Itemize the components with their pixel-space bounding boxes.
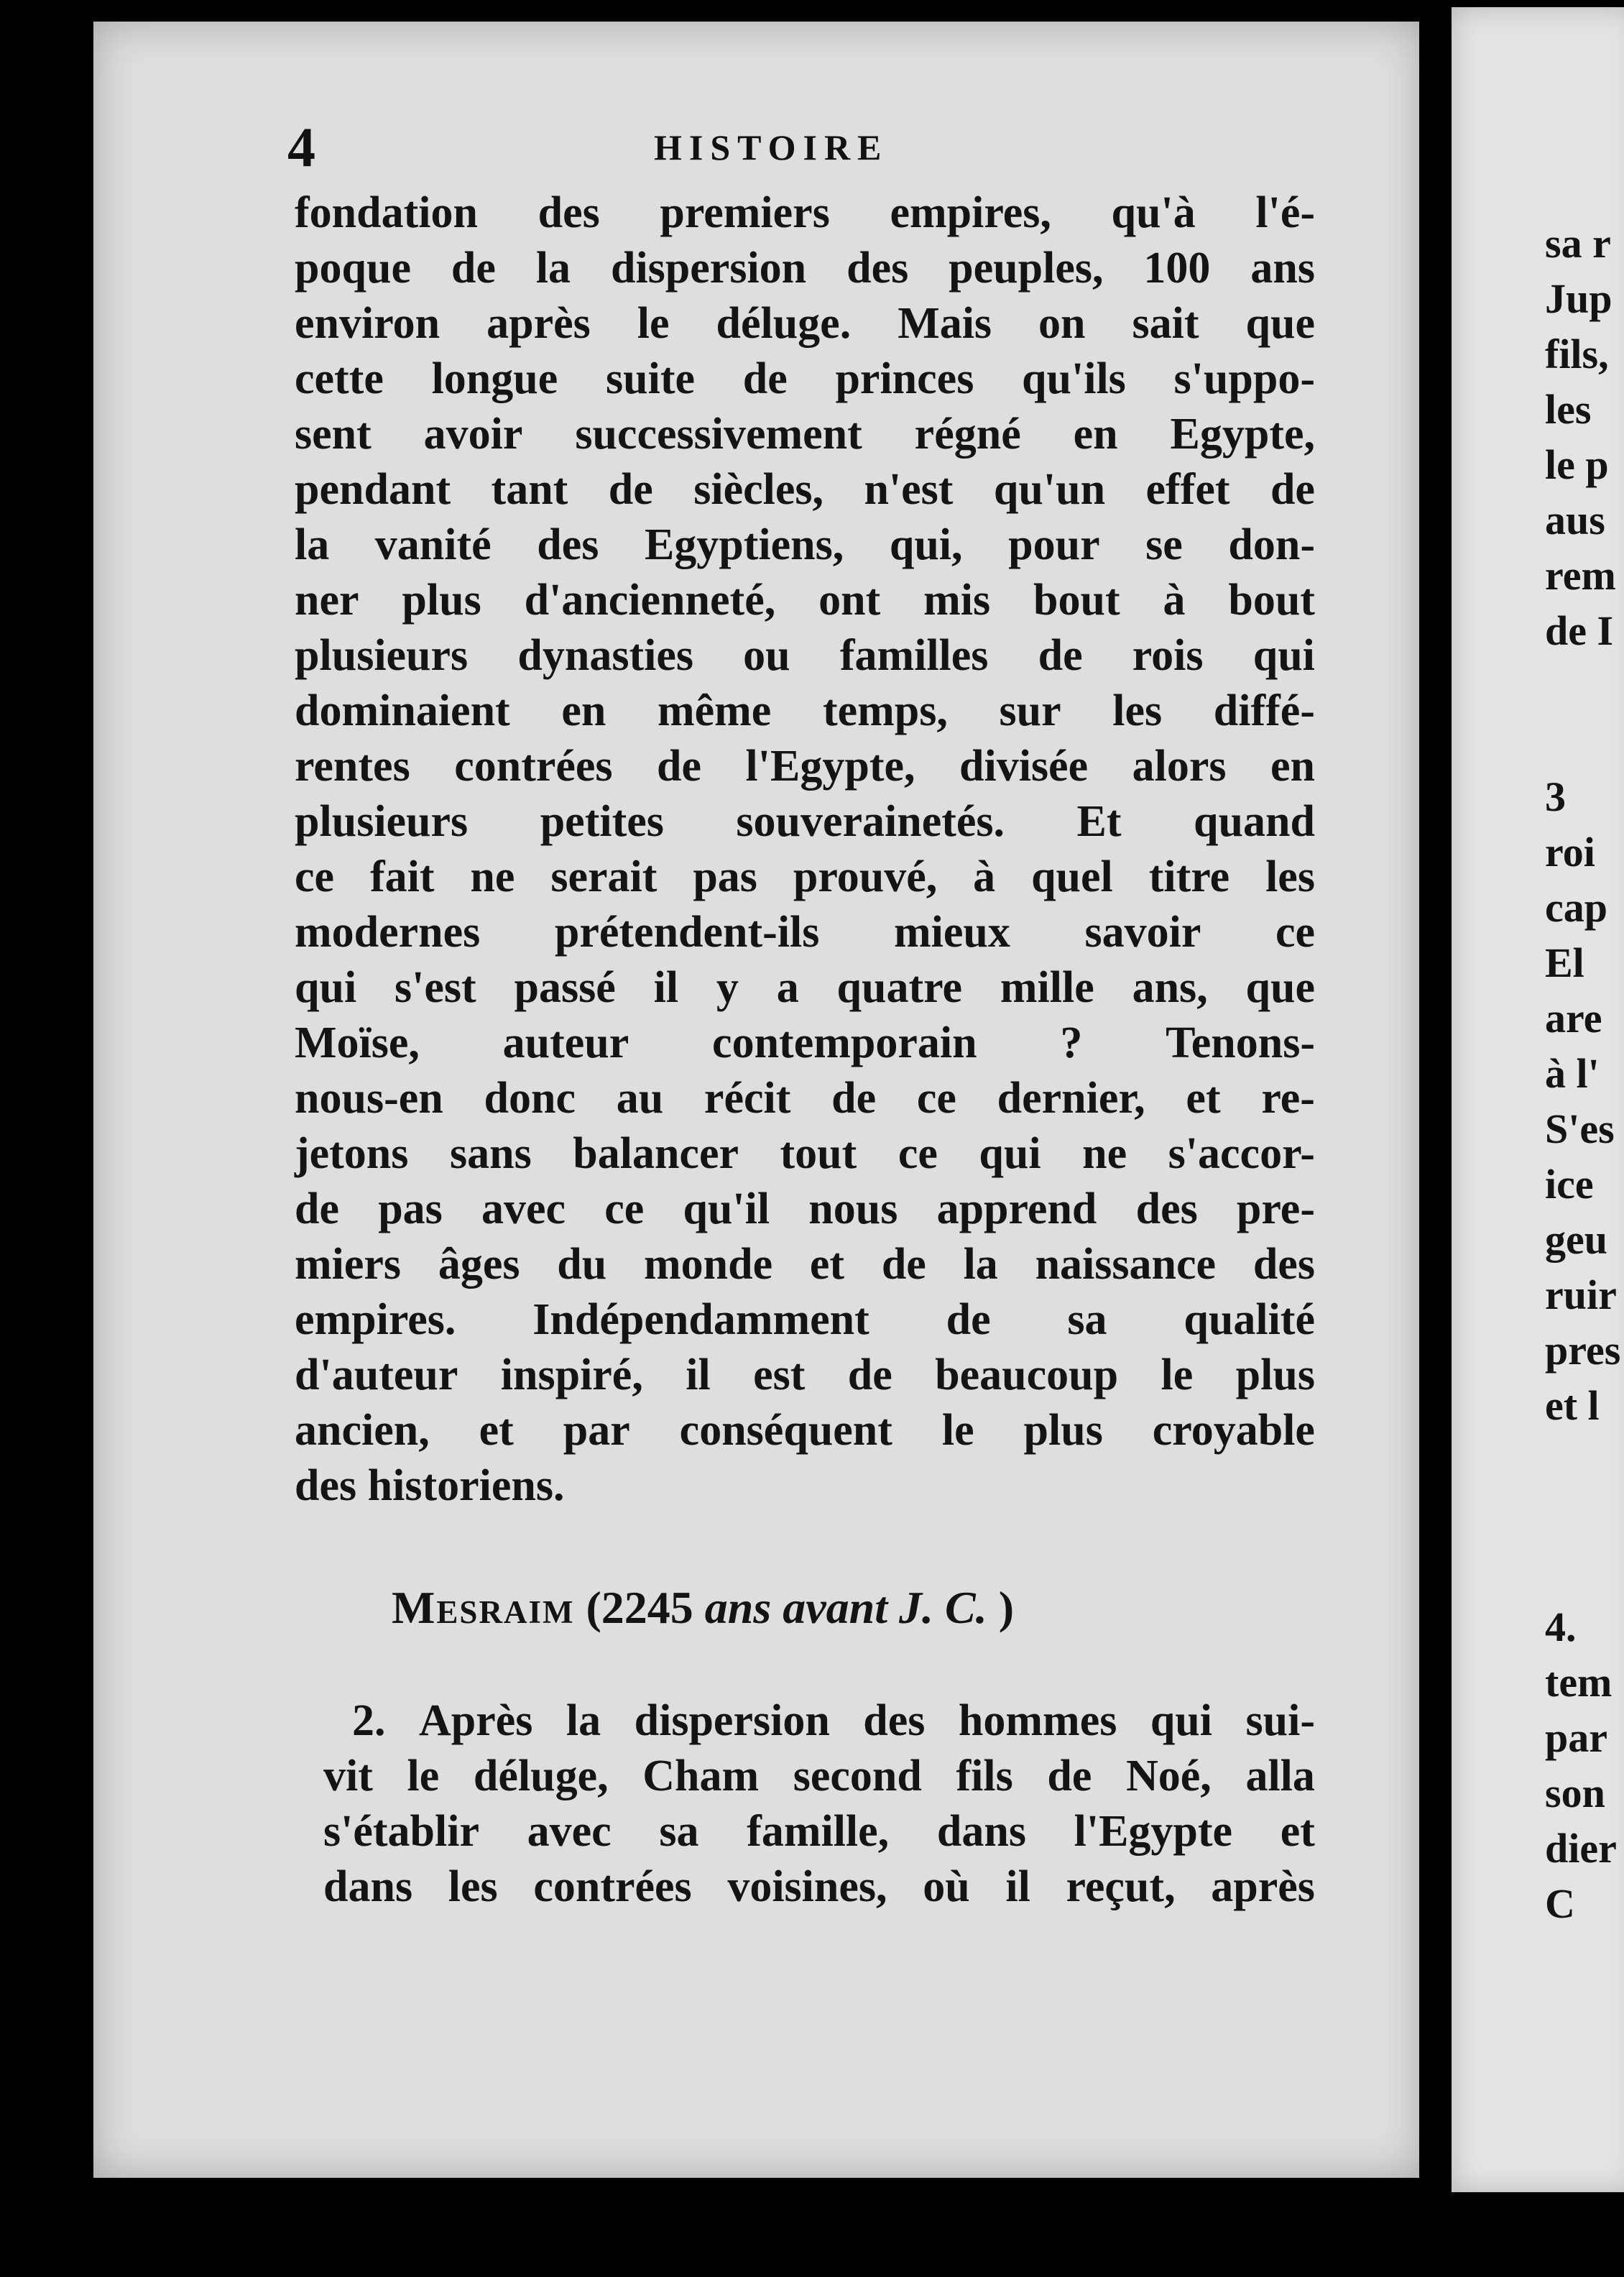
section-heading	[392, 1581, 1014, 1634]
text-line: empires. Indépendamment de sa qualité	[295, 1295, 1315, 1344]
text-line: des historiens.	[295, 1461, 565, 1510]
running-title: HISTOIRE	[654, 127, 889, 167]
text-line: modernes prétendent-ils mieux savoir ce	[295, 908, 1315, 957]
right-page-line: sa r	[1545, 220, 1611, 267]
right-page-line: ice	[1545, 1161, 1594, 1208]
right-page-line: aus	[1545, 497, 1605, 543]
text-line: de pas avec ce qu'il nous apprend des pre-	[295, 1184, 1315, 1233]
paragraph-1	[295, 185, 1315, 1514]
right-page-line: roi	[1545, 829, 1595, 875]
right-page-line: El	[1545, 939, 1584, 986]
right-page-line: cap	[1545, 884, 1607, 931]
right-page-line: geu	[1545, 1216, 1607, 1263]
right-page-line: are	[1545, 995, 1602, 1041]
right-page-line: son	[1545, 1770, 1605, 1816]
right-page-line: S'es	[1545, 1105, 1615, 1152]
section-name: Mesraim	[392, 1582, 575, 1633]
text-line: qui s'est passé il y a quatre mille ans, que	[295, 963, 1315, 1012]
text-line: dominaient en même temps, sur les diffé-	[295, 686, 1315, 735]
right-page-line: 4.	[1545, 1604, 1577, 1650]
text-line: la vanité des Egyptiens, qui, pour se don-	[295, 520, 1315, 569]
right-page-line: ruir	[1545, 1271, 1617, 1318]
text-line: ancien, et par conséquent le plus croyable	[295, 1406, 1315, 1455]
right-page-line: tem	[1545, 1659, 1613, 1706]
text-line: vit le déluge, Cham second fils de Noé, alla	[323, 1752, 1315, 1800]
right-page-line: fils,	[1545, 331, 1609, 377]
text-line: s'établir avec sa famille, dans l'Egypte et	[323, 1807, 1315, 1856]
right-page-line: 3	[1545, 773, 1566, 820]
right-page-line: rem	[1545, 552, 1616, 599]
page-number: 4	[287, 116, 315, 178]
right-page-line: C	[1545, 1880, 1575, 1927]
text-line: ce fait ne serait pas prouvé, à quel titre les	[295, 852, 1315, 901]
right-page-line: Jup	[1545, 275, 1613, 322]
right-page-line: et l	[1545, 1382, 1600, 1429]
text-line: ner plus d'ancienneté, ont mis bout à bout	[295, 576, 1315, 625]
paragraph-2	[323, 1693, 1315, 1915]
section-date-italic: ans avant J. C.	[704, 1582, 987, 1633]
text-line: poque de la dispersion des peuples, 100 ans	[295, 244, 1315, 293]
right-page-line: dier	[1545, 1825, 1617, 1872]
text-line: d'auteur inspiré, il est de beaucoup le plus	[295, 1351, 1315, 1399]
section-date-open: (2245	[586, 1582, 705, 1633]
text-line: 2. Après la dispersion des hommes qui sui-	[352, 1696, 1315, 1745]
text-line: environ après le déluge. Mais on sait que	[295, 299, 1315, 348]
text-line: cette longue suite de princes qu'ils s'uppo-	[295, 354, 1315, 403]
text-line: Moïse, auteur contemporain ? Tenons-	[295, 1018, 1315, 1067]
right-page-line: les	[1545, 386, 1592, 433]
text-line: plusieurs petites souverainetés. Et quand	[295, 797, 1315, 846]
right-page-line: pres	[1545, 1327, 1621, 1374]
text-line: fondation des premiers empires, qu'à l'é-	[295, 188, 1315, 237]
text-line: nous-en donc au récit de ce dernier, et re-	[295, 1074, 1315, 1123]
right-page-line: de I	[1545, 607, 1614, 654]
text-line: jetons sans balancer tout ce qui ne s'accor-	[295, 1129, 1315, 1178]
text-line: sent avoir successivement régné en Egypte,	[295, 410, 1315, 459]
right-page-line: le p	[1545, 441, 1609, 488]
text-line: plusieurs dynasties ou familles de rois qui	[295, 631, 1315, 680]
page-header	[287, 115, 1293, 178]
section-date-close: )	[987, 1582, 1015, 1633]
text-line: miers âges du monde et de la naissance des	[295, 1240, 1315, 1289]
book-gutter	[1419, 0, 1452, 2277]
text-line: dans les contrées voisines, où il reçut, après	[323, 1862, 1315, 1911]
right-page-line: à l'	[1545, 1050, 1600, 1097]
text-line: rentes contrées de l'Egypte, divisée alors en	[295, 742, 1315, 791]
right-page-line: par	[1545, 1714, 1607, 1761]
text-line: pendant tant de siècles, n'est qu'un effet de	[295, 465, 1315, 514]
